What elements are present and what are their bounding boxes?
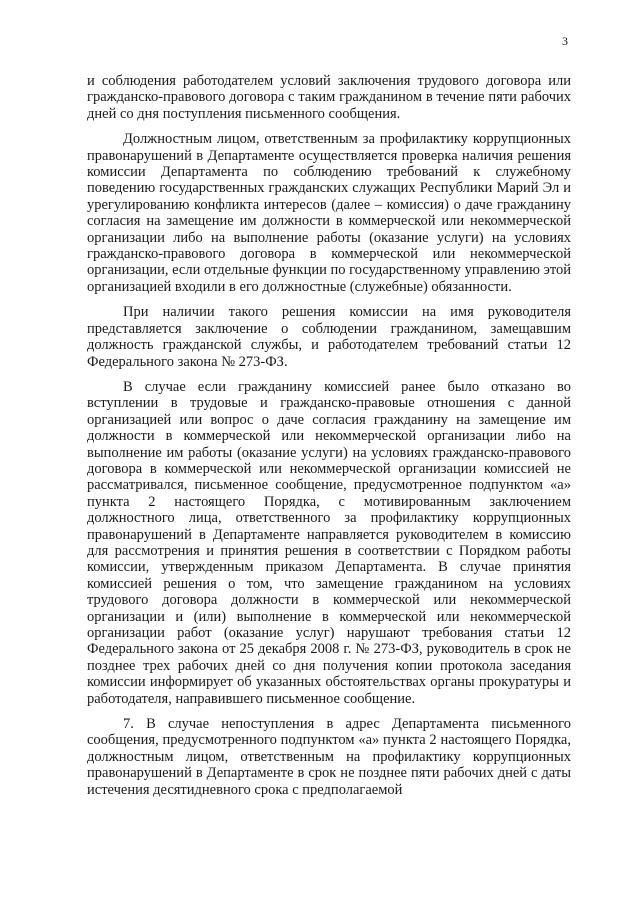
- paragraph-commission-refusal: В случае если гражданину комиссией ранее было отказано во вступлении в трудовые и гражданско-правовые отношения с данной организацией или вопрос о даче согласия гражданину на замещение им должности в коммерческой или некоммерческой организации либо на выполнение им работы (оказание услуги) на условиях гражданско-правового договора в коммерческой или некоммерческой организации комиссией не рассматривался, письменное сообщение, предусмотренное подпунктом «а» пункта 2 настоящего Порядка, с мотивированным заключением должностного лица, ответственного за профилактику коррупционных правонарушений в Департаменте направляется руководителем в комиссию для рассмотрения и принятия решения в соответствии с Порядком работы комиссии, утвержденным приказом Департамента. В случае принятия комиссией решения о том, что замещение гражданином на условиях трудового договора должности в коммерческой или некоммерческой организации и (или) выполнение в коммерческой или некоммерческой организации работ (оказание услуг) нарушают требования статьи 12 Федерального закона от 25 декабря 2008 г. № 273-ФЗ, руководитель в срок не позднее трех рабочих дней со дня получения копии протокола заседания комиссии информирует об указанных обстоятельствах органы прокуратуры и работодателя, направившего письменное сообщение.: [87, 378, 571, 707]
- document-body: [87, 73, 571, 807]
- paragraph-conclusion: При наличии такого решения комиссии на имя руководителя представляется заключение о соблюдении гражданином, замещавшим должность гражданской службы, и работодателем требований статьи 12 Федерального закона № 273-ФЗ.: [87, 304, 571, 370]
- paragraph-official-check: Должностным лицом, ответственным за профилактику коррупционных правонарушений в Департаменте осуществляется проверка наличия решения комиссии Департамента по соблюдению требований к служебному поведению государственных гражданских служащих Республики Марий Эл и урегулированию конфликта интересов (далее – комиссия) о даче гражданину согласия на замещение им должности в коммерческой или некоммерческой организации либо на выполнение работы (оказание услуги) на условиях гражданско-правового договора в коммерческой или некоммерческой организации, если отдельные функции по государственному управлению этой организацией входили в его должностные (служебные) обязанности.: [87, 131, 571, 295]
- paragraph-item-7: 7. В случае непоступления в адрес Департамента письменного сообщения, предусмотренного подпунктом «а» пункта 2 настоящего Порядка, должностным лицом, ответственным на профилактику коррупционных правонарушений в Департаменте в срок не позднее пяти рабочих дней с даты истечения десятидневного срока с предполагаемой: [87, 716, 571, 798]
- paragraph-continuation: и соблюдения работодателем условий заключения трудового договора или гражданско-правового договора с таким гражданином в течение пяти рабочих дней со дня поступления письменного сообщения.: [87, 73, 571, 122]
- page-number: 3: [562, 34, 568, 48]
